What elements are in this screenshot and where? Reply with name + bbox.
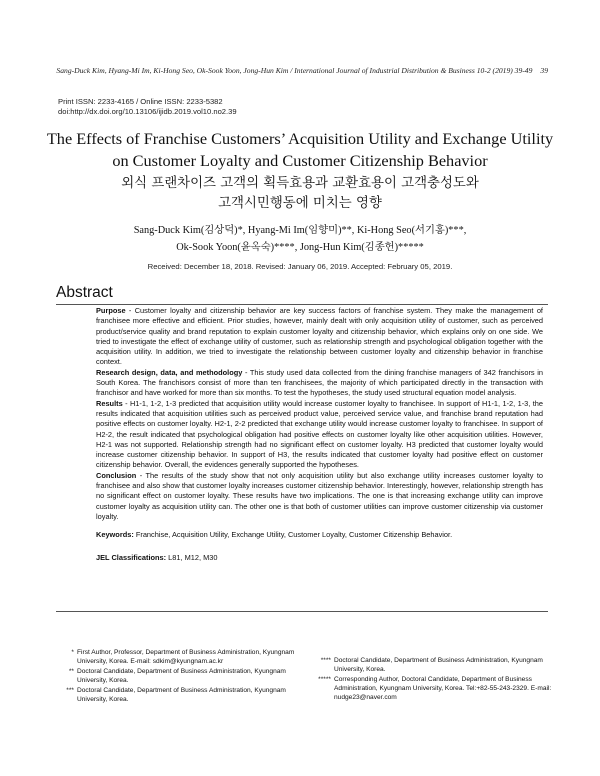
footnote	[56, 667, 296, 685]
doi-line: doi:http://dx.doi.org/10.13106/ijidb.2019.vol10.no2.39	[58, 107, 237, 116]
jel-text: L81, M12, M30	[166, 552, 218, 562]
footnote	[312, 675, 552, 703]
jel-paragraph	[96, 553, 543, 563]
jel-label: JEL Classifications:	[96, 552, 167, 562]
conclusion-text: - The results of the study show that not only acquisition utility but also exchange utility increases customer loyalty to franchisee and also show that customer loyalty increases customer citizenship behavior. Interestingly, however, relationship strength has no significant effect on customer loyalty. These results have two implications. The one is that increasing exchange utility can improve customer loyalty as acquisition utility can. The other one is that both of customer utilities can improve customer citizenship via customer loyalty.	[96, 470, 543, 521]
conclusion-paragraph	[96, 471, 543, 522]
footnote-mark: *****	[318, 675, 331, 683]
design-label: Research design, data, and methodology	[96, 367, 243, 377]
purpose-label: Purpose	[96, 306, 126, 315]
footnote-text: Doctoral Candidate, Department of Business Administration, Kyungnam University, Korea.	[77, 686, 286, 704]
abstract-top-rule	[56, 304, 548, 305]
footnote	[56, 648, 296, 666]
footnote-text: Doctoral Candidate, Department of Business Administration, Kyungnam University, Korea.	[334, 657, 543, 674]
running-head-text: Sang-Duck Kim, Hyang-Mi Im, Ki-Hong Seo, Ok-Sook Yoon, Jong-Hun Kim / International Journal of Industrial Distribution & Business 10-2 (2019) 39-49	[56, 66, 533, 75]
footnote	[56, 686, 296, 704]
footnote-text: Doctoral Candidate, Department of Business Administration, Kyungnam University, Korea.	[77, 667, 286, 685]
abstract-bottom-rule	[56, 611, 548, 612]
footnotes-left	[56, 648, 296, 705]
design-text: - This study used data collected from the dining franchise managers of 342 franchisors in South Korea. The franchisors consist of more than ten franchisees, the majority of which participated directly in the transaction with franchisor and have worked for more than six months. To test the hypotheses, the study used structural equation model analysis.	[96, 367, 543, 398]
footnote-mark: ****	[320, 657, 331, 664]
footnotes-right	[312, 656, 552, 703]
korean-title	[40, 174, 560, 214]
footnote-mark: *	[71, 649, 74, 656]
article-title	[40, 128, 560, 172]
title-line-2: on Customer Loyalty and Customer Citizenship Behavior	[112, 151, 488, 170]
issn-line: Print ISSN: 2233-4165 / Online ISSN: 2233-5382	[58, 97, 223, 106]
keywords-label: Keywords:	[96, 530, 134, 540]
results-label: Results	[96, 398, 123, 408]
results-paragraph	[96, 399, 543, 471]
author-list	[40, 222, 560, 256]
author-line-2: Ok-Sook Yoon(윤옥숙)****, Jong-Hun Kim(김종헌)*****	[176, 242, 424, 253]
issn-block	[58, 97, 237, 117]
abstract-body	[96, 306, 543, 563]
conclusion-label: Conclusion	[96, 470, 137, 480]
korean-title-line-1: 외식 프랜차이즈 고객의 획득효용과 교환효용이 고객충성도와	[121, 176, 479, 191]
received-dates: Received: December 18, 2018. Revised: January 06, 2019. Accepted: February 05, 2019.	[147, 262, 453, 271]
footnote-mark: **	[68, 667, 74, 675]
footnote-text: First Author, Professor, Department of Business Administration, Kyungnam University, Korea. E-mail: sdkim@kyungnam.ac.kr	[77, 649, 295, 666]
results-text: - H1-1, 1-2, 1-3 predicted that acquisition utility would increase customer loyalty to franchisee. In support of H1-1, 1-2, 1-3, the results indicated that acquisition utilities such as perceived product value, perceived service value, and franchise brand reputation had positive effects on customer loyalty. H2-1, 2-2 predicted that exchange utility would increase customer loyalty to franchisee. In support of H2-2, the result indicated that psychological obligation had positive effects on customer loyalty like other acquisition utilities. However, H2-1 was not supported. Relationship strength had no significant effect on customer loyalty. H3 predicted that customer loyalty would increase customer citizenship behavior. In support of H3, the results indicated that customer loyalty had positive effect on customer citizenship behavior. Overall, the evidences generally supported the hypotheses.	[96, 398, 543, 470]
running-head	[50, 66, 548, 75]
title-line-1: The Effects of Franchise Customers’ Acquisition Utility and Exchange Utility	[46, 129, 554, 148]
keywords-paragraph	[96, 530, 543, 540]
purpose-paragraph	[96, 306, 543, 368]
page-number: 39	[540, 66, 548, 75]
keywords-text: Franchise, Acquisition Utility, Exchange Utility, Customer Loyalty, Customer Citizenship Behavior.	[133, 530, 453, 540]
author-line-1: Sang-Duck Kim(김상덕)*, Hyang-Mi Im(임향미)**, Ki-Hong Seo(서기홍)***,	[133, 225, 467, 236]
footnote	[312, 656, 552, 674]
footnote-text: Corresponding Author, Doctoral Candidate, Department of Business Administration, Kyungnam University, Korea. Tel:+82-55-243-2329. E-mail: nudge23@naver.com	[334, 675, 552, 702]
purpose-text: - Customer loyalty and citizenship behavior are key success factors of franchise system. They make the management of franchisee more effective and efficient. Prior studies, however, mainly dealt with only acquisition utility of customer, such as perceived product/service quality and brand reputation to explain customer loyalty and citizenship behavior, which explains only on one side. We tried to investigate the effect of exchange utility of customer, such as relationship strength and psychological obligation together with the acquisition utility. In addition, we tried to investigate the relationship between customer loyalty and citizenship behavior in franchise context.	[96, 306, 543, 367]
design-paragraph	[96, 368, 543, 399]
korean-title-line-2: 고객시민행동에 미치는 영향	[218, 196, 382, 211]
abstract-heading: Abstract	[56, 284, 113, 301]
footnote-mark: ***	[66, 686, 74, 694]
